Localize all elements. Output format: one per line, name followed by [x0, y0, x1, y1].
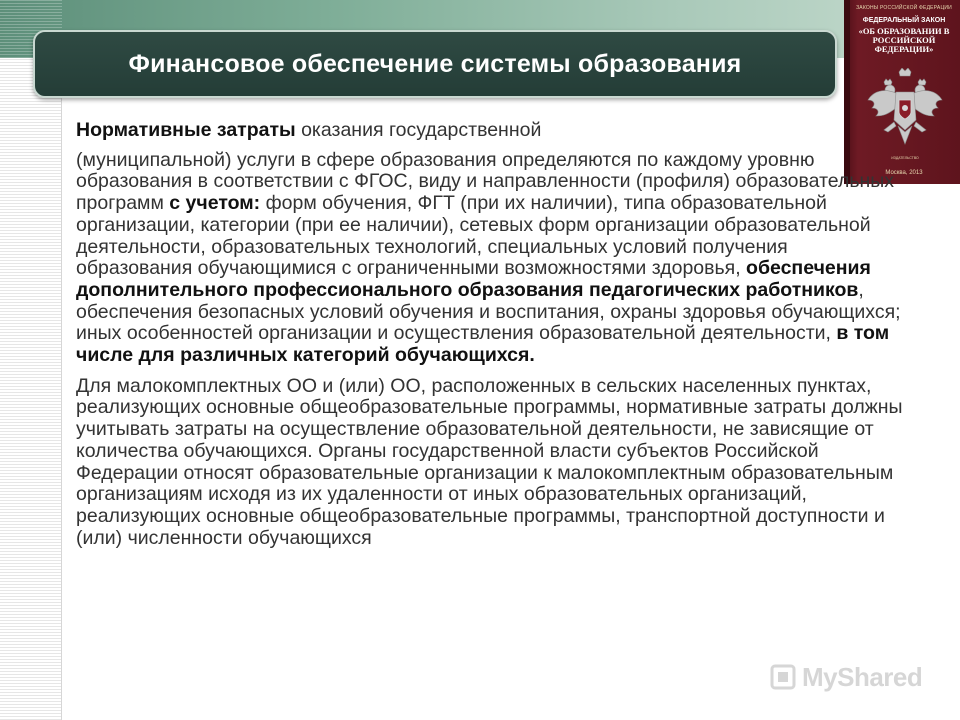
slide-body: [76, 120, 906, 549]
book-series-label: ЗАКОНЫ РОССИЙСКОЙ ФЕДЕРАЦИИ: [856, 5, 952, 11]
paragraph-normative-costs: [76, 120, 906, 367]
slide-title: Финансовое обеспечение системы образования: [128, 49, 742, 78]
left-striped-band: [0, 0, 62, 720]
bold-term-normative-costs: Нормативные затраты: [76, 119, 296, 141]
bold-term-teacher-training: обеспечения дополнительного профессионального образования педагогических работников: [76, 257, 871, 301]
slide-title-bar: [33, 30, 837, 98]
bold-term-student-categories: в том числе для различных категорий обучающихся.: [76, 322, 890, 367]
text-fragment: (муниципальной) услуги в сфере образования определяются по каждому уровню образования в соответствии с ФГОС, виду и направленности (профиля) образовательных программ: [76, 148, 895, 215]
book-publisher-note: ИЗДАТЕЛЬСТВО: [891, 156, 919, 160]
text-fragment: форм обучения, ФГТ (при их наличии), типа образовательной организации, категории (при ее наличии), сетевых форм организации образовательной деятельности, образовательных технологий, специальных условий получения образования обучающимися с ограниченными возможностями здоровья,: [76, 192, 871, 280]
myshared-watermark: [770, 660, 930, 694]
paragraph-small-schools: Для малокомплектных ОО и (или) ОО, расположенных в сельских населенных пунктах, реализующих основные общеобразовательные программы, нормативные затраты должны учитывать затраты на осуществление образовательной деятельности, не зависящие от количества обучающихся. Органы государственной власти субъектов Российской Федерации относят образовательные организации к малокомплектным образовательным организациям исходя из их удаленности от иных образовательных организаций, реализующих основные общеобразовательные программы, транспортной доступности и (или) численности обучающихся: [76, 374, 903, 549]
paragraph-first-line: [76, 120, 906, 142]
bold-term-considering: с учетом:: [169, 192, 261, 215]
text-fragment: оказания государственной: [295, 119, 542, 141]
book-publication-city-year: Москва, 2013: [885, 170, 923, 176]
text-fragment: , обеспечения безопасных условий обучения и воспитания, охраны здоровья обучающихся; иных особенностей организации и осуществления образовательной деятельности,: [76, 278, 901, 345]
watermark-text: MyShared: [802, 661, 923, 692]
book-law-title: «ОБ ОБРАЗОВАНИИ В РОССИЙСКОЙ ФЕДЕРАЦИИ»: [858, 26, 950, 54]
myshared-logo-icon: [770, 664, 796, 690]
book-law-type: ФЕДЕРАЛЬНЫЙ ЗАКОН: [862, 17, 946, 24]
